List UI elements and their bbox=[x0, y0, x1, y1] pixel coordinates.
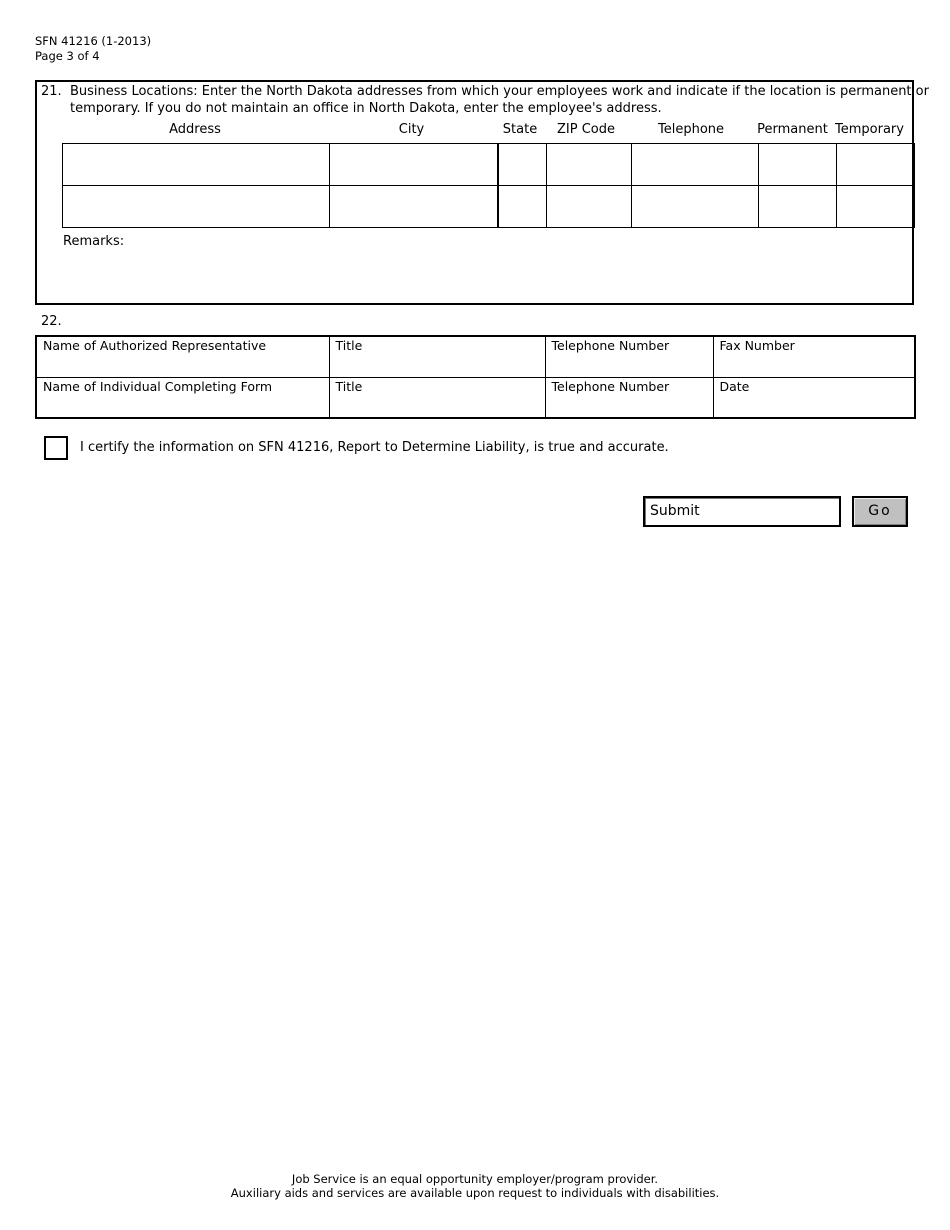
preparer-title-label: Title bbox=[335, 378, 363, 394]
business-locations-table bbox=[62, 143, 915, 228]
preparer-title-input[interactable] bbox=[336, 395, 539, 417]
certify-checkbox[interactable] bbox=[44, 436, 68, 460]
footer bbox=[0, 1173, 950, 1200]
authorized-rep-name-input[interactable] bbox=[43, 354, 318, 376]
permanent-input-1[interactable] bbox=[759, 144, 836, 185]
authorized-rep-title-input[interactable] bbox=[336, 354, 539, 376]
temporary-input-2[interactable] bbox=[837, 186, 914, 227]
preparer-name-label: Name of Individual Completing Form bbox=[43, 378, 273, 394]
table-row bbox=[63, 186, 915, 228]
preparer-phone-input[interactable] bbox=[552, 395, 709, 417]
preparer-phone-label: Telephone Number bbox=[551, 378, 670, 394]
column-header-telephone: Telephone bbox=[657, 122, 725, 137]
column-header-permanent: Permanent bbox=[757, 122, 828, 137]
zip-input-1[interactable] bbox=[547, 144, 631, 185]
fax-number-label: Fax Number bbox=[719, 338, 795, 353]
city-input-2[interactable] bbox=[330, 186, 497, 227]
table-row bbox=[63, 144, 915, 186]
form-id: SFN 41216 (1-2013) bbox=[35, 34, 152, 48]
form-header bbox=[35, 34, 151, 63]
address-input-1[interactable] bbox=[63, 144, 329, 185]
state-input-1[interactable] bbox=[499, 144, 546, 185]
preparer-name-input[interactable] bbox=[43, 395, 318, 417]
temporary-input-1[interactable] bbox=[837, 144, 914, 185]
telephone-input-2[interactable] bbox=[632, 186, 758, 227]
address-input-2[interactable] bbox=[63, 186, 329, 227]
authorized-rep-phone-label: Telephone Number bbox=[551, 338, 670, 353]
column-header-zip: ZIP Code bbox=[557, 122, 615, 137]
representative-table bbox=[35, 335, 916, 419]
column-header-temporary: Temporary bbox=[835, 122, 904, 137]
footer-line-1: Job Service is an equal opportunity employer/program provider. bbox=[291, 1172, 659, 1186]
date-label: Date bbox=[719, 378, 750, 394]
date-input[interactable] bbox=[720, 395, 909, 417]
submit-method-select[interactable]: Submit bbox=[643, 496, 841, 527]
permanent-input-2[interactable] bbox=[759, 186, 836, 227]
section-21-instructions: 21. Business Locations: Enter the North Dakota addresses from which your employees work and indicate if the location is permanent or temporary. If you do not maintain an office in North Dakota, enter the employee's address. bbox=[41, 84, 929, 116]
footer-line-2: Auxiliary aids and services are available upon request to individuals with disabilities. bbox=[230, 1185, 720, 1200]
authorized-rep-phone-input[interactable] bbox=[552, 354, 709, 376]
authorized-rep-title-label: Title bbox=[335, 338, 363, 353]
authorized-rep-name-label: Name of Authorized Representative bbox=[43, 338, 267, 353]
certify-label: I certify the information on SFN 41216, Report to Determine Liability, is true and accurate. bbox=[80, 440, 669, 455]
table-row bbox=[36, 336, 915, 377]
section-22-number: 22. bbox=[41, 314, 62, 329]
column-header-city: City bbox=[398, 122, 425, 137]
section-21-number: 21. bbox=[41, 84, 62, 99]
state-input-2[interactable] bbox=[499, 186, 546, 227]
table-row bbox=[36, 377, 915, 418]
fax-number-input[interactable] bbox=[720, 354, 909, 376]
column-header-address: Address bbox=[169, 122, 221, 137]
telephone-input-1[interactable] bbox=[632, 144, 758, 185]
remarks-input[interactable] bbox=[62, 252, 912, 304]
remarks-label: Remarks: bbox=[63, 234, 125, 249]
column-header-state: State bbox=[502, 122, 538, 137]
city-input-1[interactable] bbox=[330, 144, 497, 185]
page-number: Page 3 of 4 bbox=[35, 48, 100, 63]
go-button[interactable]: Go bbox=[852, 496, 908, 527]
zip-input-2[interactable] bbox=[547, 186, 631, 227]
